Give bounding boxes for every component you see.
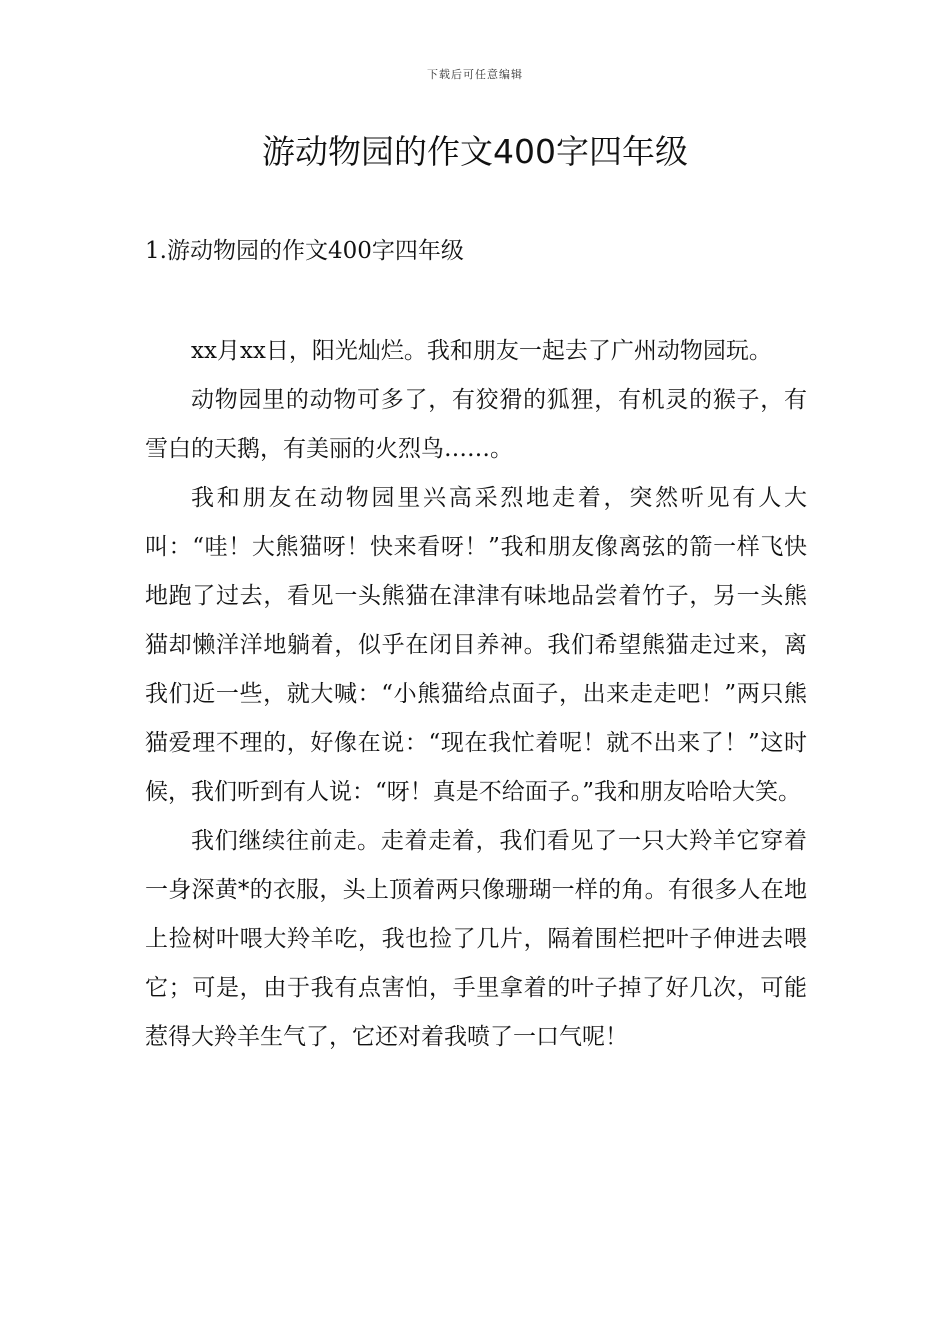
paragraph: 动物园里的动物可多了，有狡猾的狐狸，有机灵的猴子，有雪白的天鹅，有美丽的火烈鸟……。: [145, 387, 807, 462]
document-title: 游动物园的作文400字四年级: [262, 132, 688, 171]
section-heading: 1.游动物园的作文400字四年级: [145, 238, 464, 264]
paragraph: 我们继续往前走。走着走着，我们看见了一只大羚羊它穿着一身深黄*的衣服，头上顶着两只像珊瑚一样的角。有很多人在地上捡树叶喂大羚羊吃，我也捡了几片，隔着围栏把叶子伸进去喂它；可是，由于我有点害怕，手里拿着的叶子掉了好几次，可能惹得大羚羊生气了，它还对着我喷了一口气呢！: [145, 828, 807, 1050]
body-text: [145, 327, 807, 1062]
header-note: 下载后可任意编辑: [427, 68, 523, 81]
paragraph: 我和朋友在动物园里兴高采烈地走着，突然听见有人大叫：“哇！大熊猫呀！快来看呀！”我和朋友像离弦的箭一样飞快地跑了过去，看见一头熊猫在津津有味地品尝着竹子，另一头熊猫却懒洋洋地躺着，似乎在闭目养神。我们希望熊猫走过来，离我们近一些，就大喊：“小熊猫给点面子，出来走走吧！”两只熊猫爱理不理的，好像在说：“现在我忙着呢！就不出来了！”这时候，我们听到有人说：“呀！真是不给面子。”我和朋友哈哈大笑。: [145, 485, 807, 805]
paragraph: xx月xx日，阳光灿烂。我和朋友一起去了广州动物园玩。: [191, 338, 772, 364]
